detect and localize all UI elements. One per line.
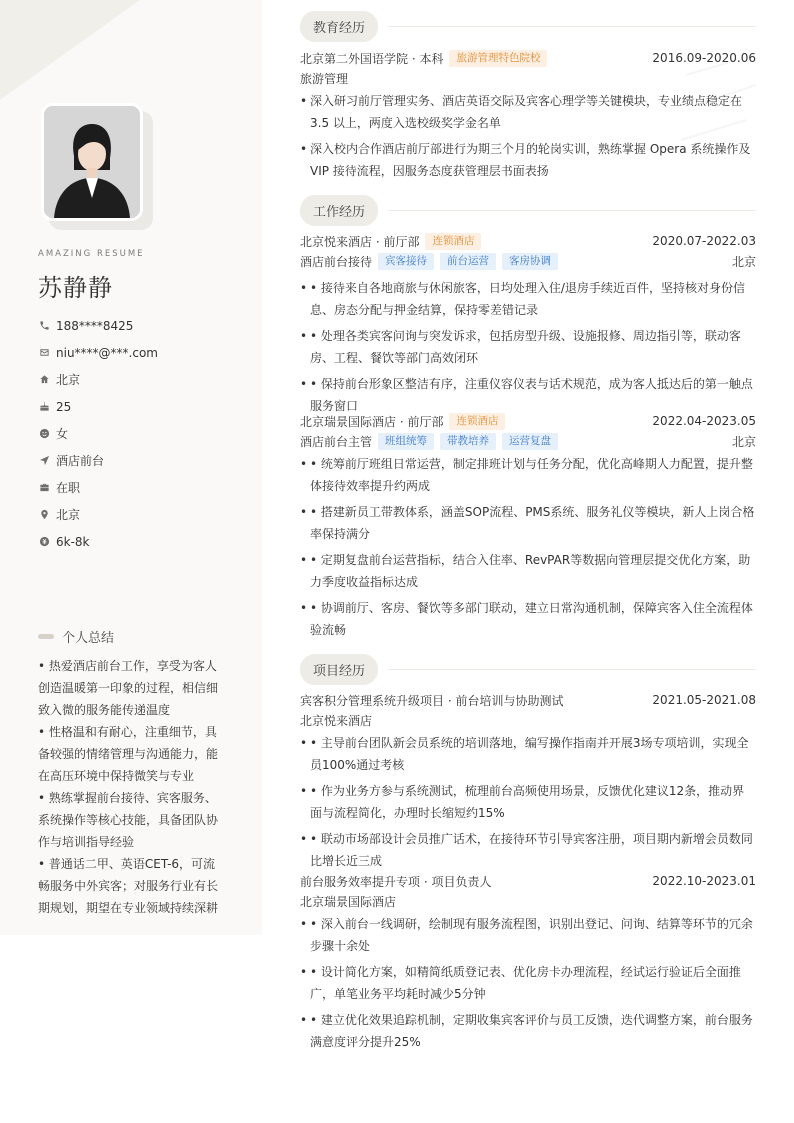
project-org: 北京悦来酒店: [300, 713, 373, 728]
project-row: [300, 871, 756, 891]
project-block: [300, 871, 756, 1057]
work-title: 工作经历: [300, 195, 378, 226]
skill-tag: 带教培养: [440, 433, 496, 450]
role-row: [300, 431, 756, 451]
profile-photo: [41, 103, 153, 230]
project-org-row: [300, 891, 756, 911]
project-name: 宾客积分管理系统升级项目 · 前台培训与协助测试: [300, 693, 564, 708]
list-item: • • 接待来自各地商旅与休闲旅客，日均处理入住/退房手续近百件，坚持核对身份信息、房态分配与押金结算，保持零差错记录: [300, 277, 756, 321]
project-bullets: [300, 732, 756, 872]
info-location: [38, 501, 158, 528]
job-city: 北京: [731, 434, 756, 449]
list-item: • • 统筹前厅班组日常运营，制定排班计划与任务分配，优化高峰期人力配置，提升整体接待效率提升约两成: [300, 453, 756, 497]
skill-tag: 宾客接待: [378, 253, 434, 270]
education-bullets: [300, 90, 756, 182]
list-item: • • 定期复盘前台运营指标，结合入住率、RevPAR等数据向管理层提交优化方案，助力季度收益指标达成: [300, 549, 756, 593]
summary-item: • 普通话二甲、英语CET-6，可流畅服务中外宾客；对服务行业有长期规划，期望在专业领域持续深耕: [38, 857, 219, 915]
briefcase-icon: [38, 482, 50, 494]
location-pin-icon: [38, 509, 50, 521]
education-title: 教育经历: [300, 11, 378, 42]
company-tag: 连锁酒店: [449, 413, 505, 430]
project-block: [300, 690, 756, 876]
company-name: 北京瑞景国际酒店 · 前厅部: [300, 414, 444, 429]
list-item: • • 深入前台一线调研，绘制现有服务流程图，识别出登记、问询、结算等环节的冗余步骤十余处: [300, 913, 756, 957]
info-salary: [38, 528, 158, 555]
info-age: [38, 393, 158, 420]
major-row: [300, 68, 756, 88]
list-item: • • 联动市场部设计会员推广话术，在接待环节引导宾客注册，项目期内新增会员数同比增长近三成: [300, 828, 756, 872]
list-item: • • 处理各类宾客问询与突发诉求，包括房型升级、设施报修、周边指引等，联动客房、工程、餐饮等部门高效闭环: [300, 325, 756, 369]
location-text: 北京: [56, 508, 81, 522]
project-row: [300, 690, 756, 710]
skill-tag: 运营复盘: [502, 433, 558, 450]
info-home: [38, 366, 158, 393]
project-date: 2021.05-2021.08: [652, 693, 756, 707]
project-org: 北京瑞景国际酒店: [300, 894, 397, 909]
info-email: [38, 339, 158, 366]
job-row: [300, 231, 756, 251]
job-date: 2020.07-2022.03: [652, 234, 756, 248]
home-text: 北京: [56, 373, 81, 387]
job-role: 酒店前台接待: [300, 254, 373, 269]
summary-list: [38, 655, 224, 919]
list-item: • • 保持前台形象区整洁有序，注重仪容仪表与话术规范，成为客人抵达后的第一触点服务窗口: [300, 373, 756, 417]
major-name: 旅游管理: [300, 71, 349, 86]
skill-tag: 客房协调: [502, 253, 558, 270]
education-heading: [300, 11, 756, 42]
sidebar: [0, 0, 262, 935]
project-bullets: [300, 913, 756, 1053]
education-row: [300, 48, 756, 68]
info-gender: [38, 420, 158, 447]
home-icon: [38, 374, 50, 386]
info-position: [38, 447, 158, 474]
resume-tagline: AMAZING RESUME: [38, 249, 145, 259]
heading-divider: [388, 669, 756, 670]
email-text: niu****@***.com: [56, 345, 158, 360]
education-date: 2016.09-2020.06: [652, 51, 756, 65]
job-block: [300, 411, 756, 645]
contact-info-list: [38, 312, 158, 555]
summary-title: 个人总结: [62, 631, 115, 646]
list-item: • 深入研习前厅管理实务、酒店英语交际及宾客心理学等关键模块，专业绩点稳定在 3.5 以上，两度入选校级奖学金名单: [300, 90, 756, 134]
summary-item: • 热爱酒店前台工作，享受为客人创造温暖第一印象的过程，相信细致入微的服务能传递温度: [38, 659, 219, 717]
position-text: 酒店前台: [56, 454, 105, 468]
phone-text: 188****8425: [56, 318, 134, 333]
list-item: • • 协调前厅、客房、餐饮等多部门联动，建立日常沟通机制，保障宾客入住全流程体验流畅: [300, 597, 756, 641]
skill-tag: 班组统筹: [378, 433, 434, 450]
heading-pill: [38, 634, 54, 639]
job-block: [300, 231, 756, 421]
job-date: 2022.04-2023.05: [652, 414, 756, 428]
salary-icon: [38, 536, 50, 548]
project-date: 2022.10-2023.01: [652, 874, 756, 888]
summary-item: • 性格温和有耐心，注重细节，具备较强的情绪管理与沟通能力，能在高压环境中保持微笑与专业: [38, 725, 219, 783]
skill-tag: 前台运营: [440, 253, 496, 270]
list-item: • • 作为业务方参与系统测试，梳理前台高频使用场景，反馈优化建议12条，推动界面与流程简化，办理时长缩短约15%: [300, 780, 756, 824]
job-bullets: [300, 453, 756, 641]
role-row: [300, 251, 756, 271]
gender-icon: [38, 428, 50, 440]
list-item: • 深入校内合作酒店前厅部进行为期三个月的轮岗实训，熟练掌握 Opera 系统操作及 VIP 接待流程，因服务态度获管理层书面表扬: [300, 138, 756, 182]
salary-text: 6k-8k: [56, 534, 90, 549]
corner-decoration: [0, 0, 140, 100]
phone-icon: [38, 320, 50, 332]
heading-divider: [388, 210, 756, 211]
company-name: 北京悦来酒店 · 前厅部: [300, 234, 420, 249]
projects-title: 项目经历: [300, 654, 378, 685]
job-row: [300, 411, 756, 431]
list-item: • • 搭建新员工带教体系，涵盖SOP流程、PMS系统、服务礼仪等模块，新人上岗合格率保持满分: [300, 501, 756, 545]
avatar: [41, 103, 143, 221]
job-city: 北京: [731, 254, 756, 269]
school-tag: 旅游管理特色院校: [449, 50, 547, 67]
gender-text: 女: [56, 427, 69, 441]
list-item: • • 建立优化效果追踪机制，定期收集宾客评价与员工反馈，迭代调整方案，前台服务满意度评分提升25%: [300, 1009, 756, 1053]
work-heading: [300, 195, 756, 226]
info-phone: [38, 312, 158, 339]
summary-heading: [38, 627, 114, 646]
send-icon: [38, 455, 50, 467]
job-bullets: [300, 277, 756, 417]
school-name: 北京第二外国语学院 · 本科: [300, 51, 444, 66]
summary-item: • 熟练掌握前台接待、宾客服务、系统操作等核心技能，具备团队协作与培训指导经验: [38, 791, 219, 849]
heading-divider: [388, 26, 756, 27]
job-role: 酒店前台主管: [300, 434, 373, 449]
education-block: [300, 48, 756, 186]
list-item: • • 主导前台团队新会员系统的培训落地，编写操作指南并开展3场专项培训，实现全员100%通过考核: [300, 732, 756, 776]
candidate-name: 苏静静: [38, 274, 113, 302]
status-text: 在职: [56, 481, 81, 495]
project-name: 前台服务效率提升专项 · 项目负责人: [300, 874, 492, 889]
project-org-row: [300, 710, 756, 730]
company-tag: 连锁酒店: [425, 233, 481, 250]
projects-heading: [300, 654, 756, 685]
mail-icon: [38, 347, 50, 359]
info-status: [38, 474, 158, 501]
list-item: • • 设计简化方案，如精简纸质登记表、优化房卡办理流程，经试运行验证后全面推广，单笔业务平均耗时减少5分钟: [300, 961, 756, 1005]
age-text: 25: [56, 399, 72, 414]
cake-icon: [38, 401, 50, 413]
